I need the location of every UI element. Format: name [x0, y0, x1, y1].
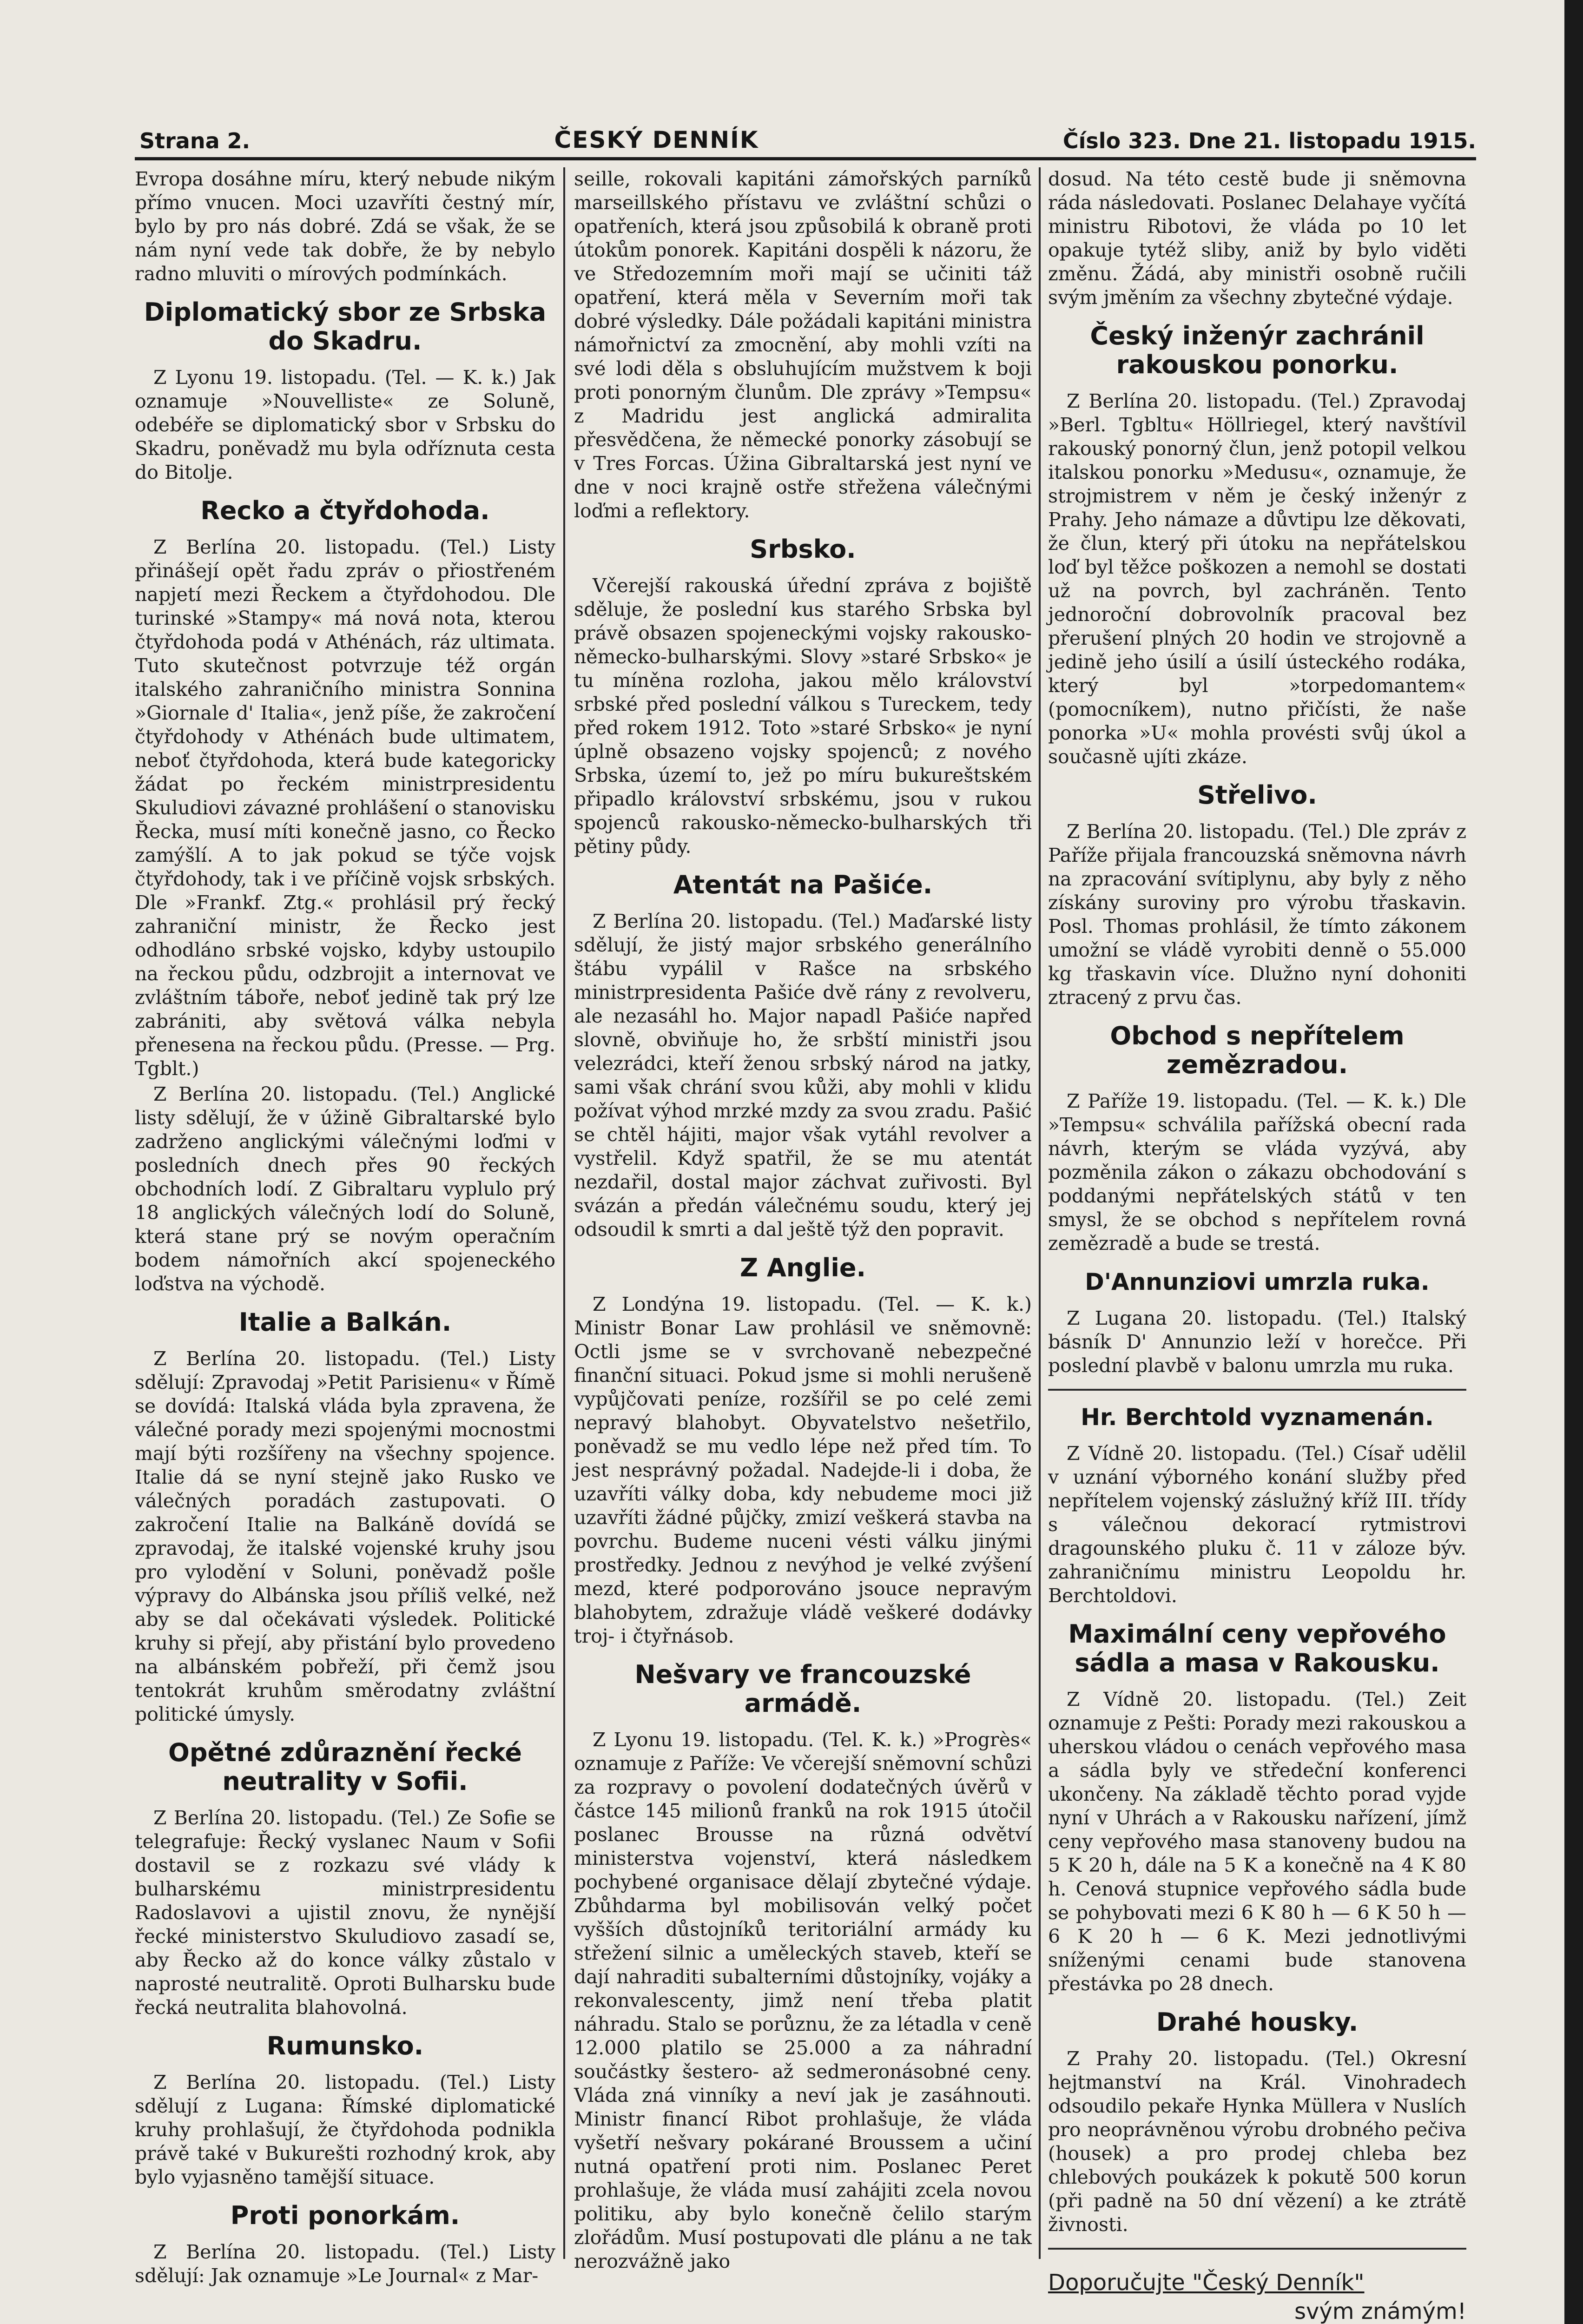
headline-drahe-housky: Drahé housky.: [1156, 2007, 1359, 2037]
headline-proti-ponorkam: Proti ponorkám.: [230, 2201, 460, 2230]
masthead-title: ČESKÝ DENNÍK: [554, 126, 759, 153]
headline-rumunsko: Rumunsko.: [266, 2031, 424, 2060]
article-paragraph: Z Berlína 20. listopadu. (Tel.) Maďarské listy sdělují, že jistý major srbského generálního štábu vypálil v Rašce na srbského ministrpresidenta Pašiće dvě rány z revolveru, ale nezasáhl ho. Major napadl Pašiće napřed slovně, obviňuje ho, že srbští ministři jsou velezrádci, kteří ženou srbský národ na jatky, sami však chrání svou kůži, aby mohli v klidu požívat výhod mrzké mzdy za svou zradu. Pašić se chtěl hájiti, major však vytáhl revolver a vystřelil. Když spatřil, že se mu atentát nezdařil, dostal major záchvat zuřivosti. Byl svázán a předán válečnému soudu, který jej odsoudil k smrti a dal ještě týž den popravit.: [574, 910, 1032, 1241]
article-paragraph: Z Vídně 20. listopadu. (Tel.) Císař udělil v uznání výborného konání služby před nepřítelem vojenský záslužný kříž III. třídy s válečnou dekorací rytmistrovi dragounského pluku č. 11 v záloze býv. zahraničnímu ministru Leopoldu hr. Berchtoldovi.: [1048, 1442, 1466, 1607]
page-number: Strana 2.: [139, 128, 251, 153]
promo-notice: [1048, 2268, 1466, 2324]
headline-srbsko: Srbsko.: [750, 535, 856, 564]
column-3: [1048, 167, 1466, 2324]
article-paragraph: Včerejší rakouská úřední zpráva z bojiště sděluje, že poslední kus starého Srbska byl právě obsazen spojeneckými vojsky rakousko-německo-bulharskými. Slovy »staré Srbsko« je tu míněna rozloha, jakou mělo království srbské před poslední válkou s Tureckem, tedy před rokem 1912. Toto »staré Srbsko« je nyní úplně obsazeno vojsky spojenců; z nového Srbska, území to, jež po míru bukureštském připadlo království srbskému, jsou v rukou spojenců rakousko-německo-bulharských tři pětiny půdy.: [574, 574, 1032, 858]
headline-maximalni-ceny: Maximální ceny vepřového sádla a masa v Rakousku.: [1068, 1619, 1446, 1677]
headline-opetne: Opětné zdůraznění řecké neutrality v Sofii.: [168, 1738, 522, 1796]
scan-edge: [1564, 0, 1583, 2324]
article-paragraph: Z Berlína 20. listopadu. (Tel.) Listy přinášejí opět řadu zpráv o přiostřeném napjetí mezi Řeckem a čtyřdohodou. Dle turinské »Stampy« má nová nota, kterou čtyřdohoda podá v Athénách, ráz ultimata. Tuto skutečnost potvrzuje též orgán italského zahraničního ministra Sonnina »Giornale d' Italia«, jenž píše, že zakročení čtyřdohody v Athénách bude ultimatem, neboť čtyřdohoda, která bude kategoricky žádat po řeckém ministrpresidentu Skuludiovi závazné prohlášení o stanovisku Řecka, musí míti konečně jasno, co Řecko zamýšlí. A to jak pokud se týče vojsk čtyřdohody, tak i ve příčině vojsk srbských. Dle »Frankf. Ztg.« prohlásil prý řecký zahraniční ministr, že Řecko jest odhodláno srbské vojsko, kdyby ustoupilo na řeckou půdu, odzbrojit a internovat ve zvláštním táboře, neboť jedině tak prý lze zabrániti, aby světová válka nebyla přenesena na řeckou půdu. (Presse. — Prg. Tgblt.): [135, 536, 555, 1080]
column-divider-1: [563, 167, 565, 2259]
column-divider-2: [1039, 167, 1041, 2259]
article-paragraph: Z Paříže 19. listopadu. (Tel. — K. k.) Dle »Tempsu« schválila pařížská obecní rada návrh, kterým se vláda vyzývá, aby pozměnila zákon o zákazu obchodování s poddanými nepřátelských států v ten smysl, že se obchod s nepřítelem rovná zemězradě a bude se trestá.: [1048, 1090, 1466, 1254]
article-paragraph: Z Lyonu 19. listopadu. (Tel. — K. k.) Jak oznamuje »Nouvelliste« ze Soluně, odebéře se diplomatický sbor v Srbsku do Skadru, poněvadž mu byla odříznuta cesta do Bitolje.: [135, 366, 555, 483]
article-paragraph: Z Lyonu 19. listopadu. (Tel. K. k.) »Progrès« oznamuje z Paříže: Ve včerejší sněmovní schůzi za rozpravy o povolení dodatečných úvěrů v částce 145 milionů franků na rok 1915 útočil poslanec Brousse na různá odvětví ministerstva vojenství, která následkem pochybené organisace dělají zbytečné výdaje. Zbůhdarma byl mobilisován velký počet vyšších důstojníků teritoriální armády ku střežení silnic a uměleckých staveb, kteří se dají nahraditi subalterními důstojníky, vojáky a rekonvalescenty, jimž není třeba platit náhradu. Stalo se porůznu, že za létadla v ceně 12.000 platilo se 25.000 a za náhradní součástky šestero- až sedmeronásobné ceny. Vláda zná vinníky a neví jak je zasáhnouti. Ministr financí Ribot prohlašuje, že vláda vyšetří nešvary pokárané Broussem a učiní nutná opatření proti nim. Poslanec Peret prohlašuje, že vláda musí zahájiti zcela novou politiku, aby bylo konečně čelilo starým zlořádům. Musí postupovati dle plánu a ne tak nerozvážně jako: [574, 1729, 1032, 2272]
headline-atentat: Atentát na Pašiće.: [673, 870, 933, 899]
headline-strelivo: Střelivo.: [1197, 780, 1317, 810]
article-paragraph: Z Berlína 20. listopadu. (Tel.) Listy sdělují: Jak oznamuje »Le Journal« z Mar-: [135, 2241, 555, 2287]
column-1: [135, 167, 555, 2287]
article-paragraph: Z Berlína 20. listopadu. (Tel.) Listy sdělují z Lugana: Římské diplomatické kruhy prohlašují, že čtyřdohoda podnikla právě také v Bukurešti rozhodný krok, aby bylo vyjasněno tamější situace.: [135, 2071, 555, 2188]
headline-diplomaticky-sbor: Diplomatický sbor ze Srbska do Skadru.: [144, 297, 547, 356]
header-rule: [135, 157, 1476, 160]
promo-line-2: svým známým!: [1294, 2298, 1466, 2324]
headline-berchtold: Hr. Berchtold vyznamenán.: [1081, 1404, 1434, 1431]
running-head: [139, 116, 1476, 153]
article-paragraph: dosud. Na této cestě bude ji sněmovna ráda následovati. Poslanec Delahaye vyčítá ministru Ribotovi, že vláda po 10 let opakuje tytéž sliby, aniž by bylo viděti změnu. Žádá, aby ministři osobně ručili svým jměním za všechny zbytečné výdaje.: [1048, 168, 1466, 309]
article-paragraph: Evropa dosáhne míru, který nebude nikým přímo vnucen. Moci uzavříti čestný mír, bylo by pro nás dobré. Zdá se však, že se nám nyní vede tak dobře, že by nebylo radno mluviti o mírových podmínkách.: [135, 168, 555, 285]
article-paragraph: Z Lugana 20. listopadu. (Tel.) Italský básník D' Annunzio leží v horečce. Při poslední plavbě v balonu umrzla mu ruka.: [1048, 1307, 1466, 1377]
issue-date: Číslo 323. Dne 21. listopadu 1915.: [1062, 128, 1476, 153]
article-paragraph: Z Vídně 20. listopadu. (Tel.) Zeit oznamuje z Pešti: Porady mezi rakouskou a uherskou vládou o cenách vepřového masa a sádla byly ve středeční konferenci ukončeny. Na základě těchto porad vyjde nyní v Uhrách a v Rakousku nařízení, jímž ceny vepřového masa stanoveny budou na 5 K 20 h, dále na 5 K a konečně na 4 K 80 h. Cenová stupnice vepřového sádla bude se pohybovati mezi 6 K 80 h — 6 K 50 h — 6 K 20 h — 6 K. Mezi jednotlivými sníženými cenami bude stanovena přestávka po 28 dnech.: [1048, 1688, 1466, 1995]
section-rule: [1048, 2248, 1466, 2250]
promo-line-1: Doporučujte "Český Denník": [1048, 2270, 1365, 2296]
headline-italie: Italie a Balkán.: [238, 1307, 452, 1337]
headline-obchod: Obchod s nepřítelem zemězradou.: [1110, 1021, 1405, 1079]
article-paragraph: Z Berlína 20. listopadu. (Tel.) Dle zpráv z Paříže přijala francouzská sněmovna návrh na zpracování svítiplynu, aby byly z něho získány suroviny pro výrobu třaskavin. Posl. Thomas prohlásil, že tímto zákonem umožní se vládě vyrobiti denně o 55.000 kg třaskavin více. Dlužno nyní dohoniti ztracený z prvu čas.: [1048, 820, 1466, 1009]
article-paragraph: Z Berlína 20. listopadu. (Tel.) Listy sdělují: Zpravodaj »Petit Parisienu« v Římě se dovídá: Italská vláda byla zpravena, že válečné porady mezi spojenými mocnostmi mají býti rozšířeny na všechny spojence. Italie dá se nyní stejně jako Rusko ve válečných poradách zastupovati. O zakročení Italie na Balkáně dovídá se zpravodaj, že italské vojenské kruhy jsou pro vylodění v Soluni, poněvadž pošle výpravy do Albánska jsou příliš velké, než aby se dal očekávati výsledek. Politické kruhy si přejí, aby přistání bylo provedeno na albánském pobřeží, při čemž jsou tentokrát kruhům směrodatny zvláštní politické úmysly.: [135, 1347, 555, 1725]
article-paragraph: seille, rokovali kapitáni zámořských parníků marseillského přístavu ve zvláštní schůzi o opatřeních, která jsou způsobilá k obraně proti útokům ponorek. Kapitáni dospěli k názoru, že ve Středozemním moři mají se učiniti táž opatření, která měla v Severním moři tak dobré výsledky. Dále požádali kapitáni ministra námořnictví za zmocnění, aby mohli vzíti na své lodi děla s obsluhujícím mužstvem k boji proti ponorným člunům. Dle zprávy »Tempsu« z Madridu jest anglická admiralita přesvědčena, že německé ponorky zásobují se v Tres Forcas. Úžina Gibraltarská jest nyní ve dne v noci krajně ostře střežena válečnými loďmi a reflektory.: [574, 168, 1032, 522]
headline-cesky-inzenyr: Český inženýr zachránil rakouskou ponorku.: [1090, 321, 1425, 379]
headline-z-anglie: Z Anglie.: [739, 1253, 866, 1282]
headline-nesvary: Nešvary ve francouzské armádě.: [634, 1660, 971, 1718]
headline-annunzio: D'Annunziovi umrzla ruka.: [1085, 1268, 1430, 1295]
article-paragraph: Z Londýna 19. listopadu. (Tel. — K. k.) Ministr Bonar Law prohlásil ve sněmovně: Octli jsme se v svrchovaně nebezpečné finanční situaci. Pokud jsme si mohli nerušeně vypůjčovati peníze, rozšířil se po celé zemi nepravý blahobyt. Obyvatelstvo nešetřilo, poněvadž se mu vedlo lépe než před tím. To jest nesprávný požadal. Nadejde-li i doba, že uzavříti války doba, kdy nebudeme moci již uzavříti žádné půjčky, zmizí veškerá stavba na povrchu. Budeme nuceni vésti válku jinými prostředky. Jednou z nevýhod je velké zvýšení mezd, které podporováno jsouce nepravým blahobytem, zdražuje vládě veškeré dodávky troj- i čtyřnásob.: [574, 1293, 1032, 1647]
article-paragraph: Z Berlína 20. listopadu. (Tel.) Anglické listy sdělují, že v úžině Gibraltarské bylo zadrženo anglickými válečnými loďmi v posledních dnech přes 90 řeckých obchodních lodí. Z Gibraltaru vyplulo prý 18 anglických válečných lodí do Soluně, která stane prý se novým operačním bodem námořních akcí spojeneckého loďstva na východě.: [135, 1083, 555, 1295]
headline-recko: Recko a čtyřdohoda.: [200, 496, 490, 525]
article-paragraph: Z Prahy 20. listopadu. (Tel.) Okresní hejtmanství na Král. Vinohradech odsoudilo pekaře Hynka Müllera v Nuslích pro neoprávněnou výrobu drobného pečiva (housek) a pro prodej chleba bez chlebových poukázek k pokutě 500 korun (při padně na 50 dní vězení) a ke ztrátě živnosti.: [1048, 2047, 1466, 2236]
section-rule: [1048, 1389, 1466, 1391]
column-2: [574, 167, 1032, 2273]
article-paragraph: Z Berlína 20. listopadu. (Tel.) Zpravodaj »Berl. Tgbltu« Höllriegel, který navštívil rakouský ponorný člun, jenž potopil velkou italskou ponorku »Medusu«, oznamuje, že strojmistrem v něm je český inženýr z Prahy. Jeho námaze a důvtipu lze děkovati, že člun, který při útoku na nepřátelskou loď byl těžce poškozen a nemohl se dostati už na povrch, byl zachráněn. Tento jednoroční dobrovolník pracoval bez přerušení plných 20 hodin ve strojovně a jedině jeho úsilí a úsilí ústeckého rodáka, který byl »torpedomantem« (pomocníkem), nutno přičísti, že naše ponorka »U« mohla provésti svůj úkol a současně ujíti zkáze.: [1048, 390, 1466, 768]
article-paragraph: Z Berlína 20. listopadu. (Tel.) Ze Sofie se telegrafuje: Řecký vyslanec Naum v Sofii dostavil se z rozkazu své vlády k bulharskému ministrpresidentu Radoslavovi a ujistil znovu, že nynější řecké ministerstvo Skuludiovo zasadí se, aby Řecko až do konce války zůstalo v naprosté neutralitě. Oproti Bulharsku bude řecká neutralita blahovolná.: [135, 1807, 555, 2019]
